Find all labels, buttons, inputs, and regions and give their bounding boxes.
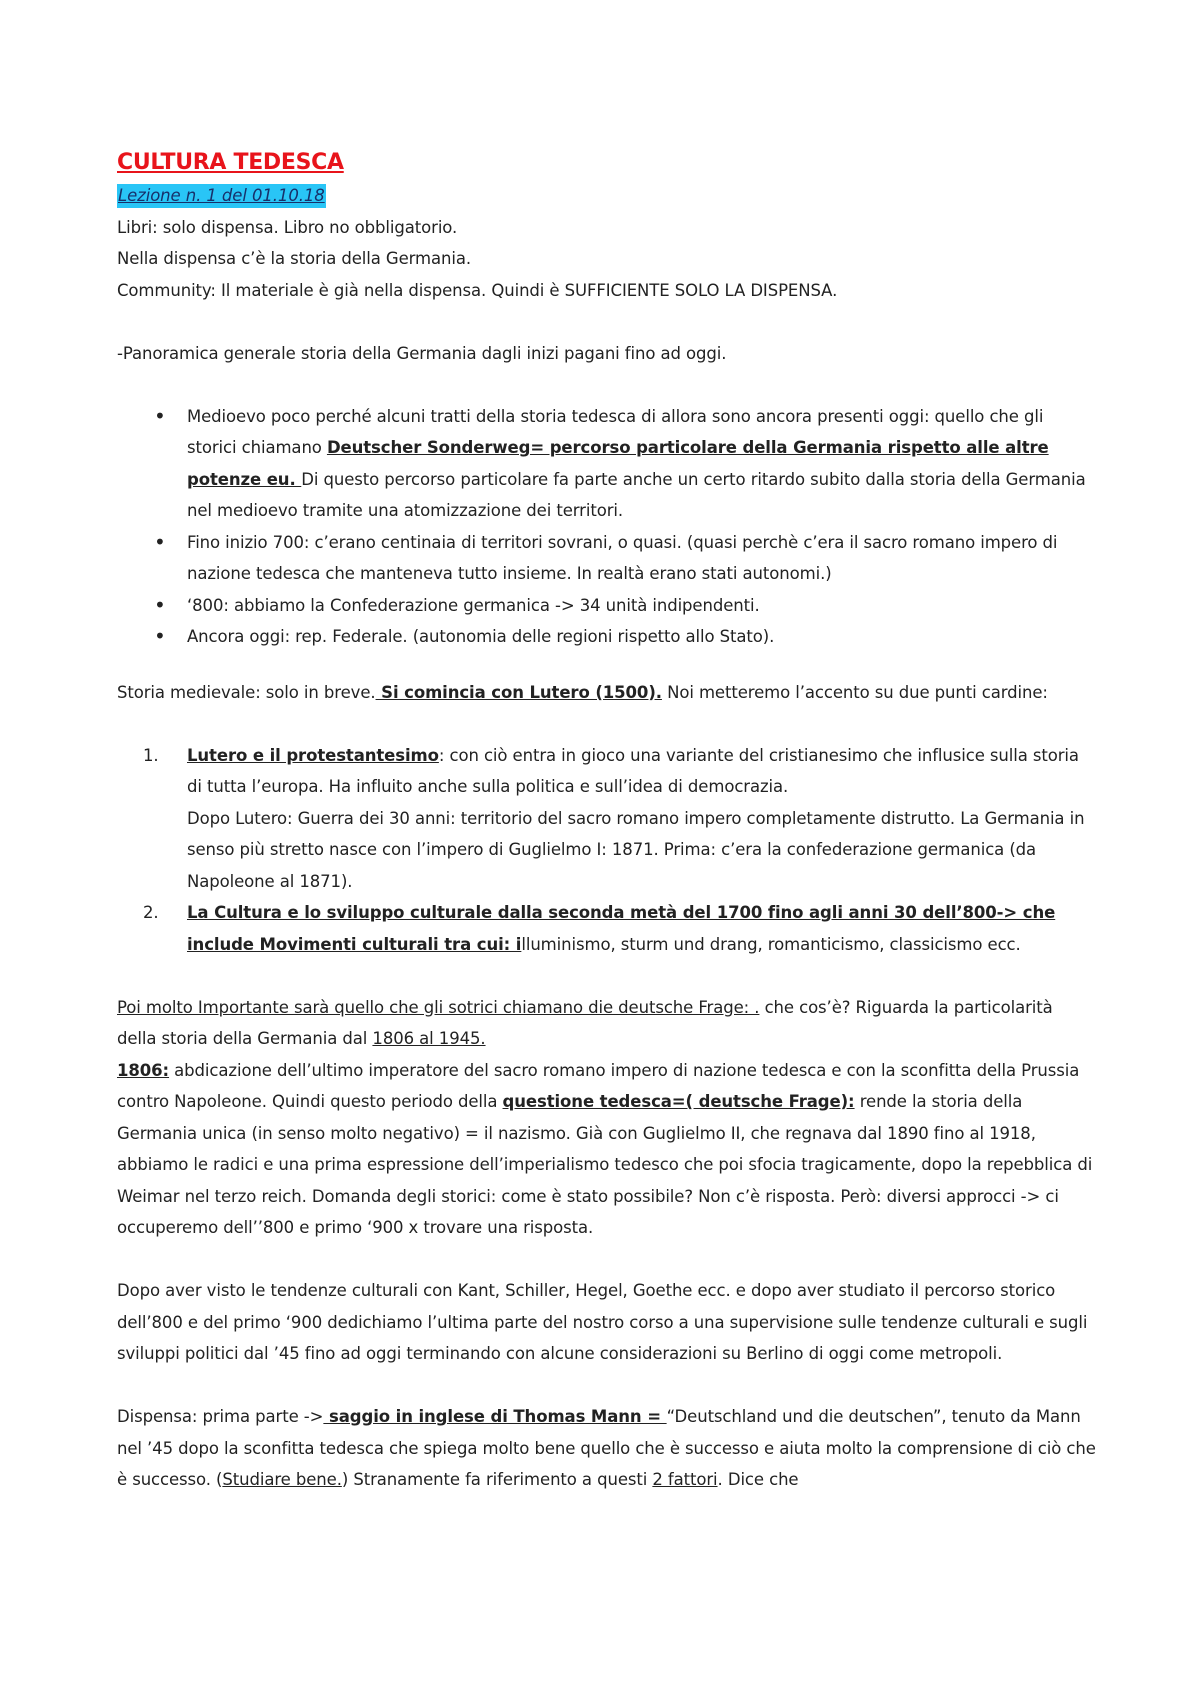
bullet-list — [117, 401, 1097, 653]
trends-paragraph: Dopo aver visto le tendenze culturali con Kant, Schiller, Hegel, Goethe ecc. e dopo aver studiato il percorso storico dell’800 e del primo ‘900 dedichiamo l’ultima parte del nostro corso a una supervisione sulle tendenze culturali e sugli sviluppi politici dal ’45 fino ad oggi terminando con alcune considerazioni su Berlino di oggi come metropoli. — [117, 1281, 1088, 1363]
intro-line-books: Libri: solo dispensa. Libro no obbligatorio. — [117, 217, 458, 237]
lutero-heading: Lutero e il protestantesimo — [187, 745, 439, 765]
bullet-item-medioevo: • Medioevo poco perché alcuni tratti della storia tedesca di allora sono ancora presenti oggi: quello che gli storici chiamano Deutscher Sonderweg= percorso particolare della Germania rispetto alle altre potenze eu. Di questo percorso particolare fa parte anche un certo ritardo subito dalla storia della Germania nel medioevo tramite una atomizzazione dei territori. — [117, 401, 1097, 527]
numbered-item-cultura: 2. La Cultura e lo sviluppo culturale dalla seconda metà del 1700 fino agli anni 30 dell’800-> che include Movimenti culturali tra cui: illuminismo, sturm und drang, romanticismo, classicismo ecc. — [143, 903, 1056, 954]
intro-line-dispensa: Nella dispensa c’è la storia della Germania. — [117, 249, 472, 268]
document-body — [117, 146, 1097, 1496]
deutsche-frage-paragraph: Poi molto Importante sarà quello che gli sotrici chiamano die deutsche Frage: . che cos’è? Riguarda la particolarità della storia della Germania dal 1806 al 1945. 1806: abdicazione dell’ultimo imperatore del sacro romano impero di nazione tedesca e con la sconfitta della Prussia contro Napoleone. Quindi questo periodo della questione tedesca=( deutsche Frage): rende la storia della Germania unica (in senso molto negativo) = il nazismo. Già con Guglielmo II, che regnava dal 1890 fino al 1918, abbiamo le radici e una prima espressione dell’imperialismo tedesco che poi sfocia tragicamente, dopo la repebblica di Weimar nel terzo reich. Domanda degli storici: come è stato possibile? Non c’è risposta. Però: diversi approcci -> ci occuperemo dell’’800 e primo ‘900 x trovare una risposta. — [117, 997, 1093, 1237]
bullet-item-oggi: • Ancora oggi: rep. Federale. (autonomia delle regioni rispetto allo Stato). — [117, 621, 1097, 653]
numbered-item-lutero: 1. Lutero e il protestantesimo: con ciò entra in gioco una variante del cristianesimo che influsice sulla storia di tutta l’europa. Ha influito anche sulla politica e sull’idea di democrazia. Dopo Lutero: Guerra dei 30 anni: territorio del sacro romano impero completamente distrutto. La Germania in senso più stretto nasce con l’impero di Guglielmo I: 1871. Prima: c’era la confederazione germanica (da Napoleone al 1871). — [143, 745, 1085, 891]
cultura-heading: La Cultura e lo sviluppo culturale dalla seconda metà del 1700 fino agli anni 30 dell’800-> che include Movimenti culturali tra cui: i — [187, 903, 1056, 954]
overview-line: -Panoramica generale storia della Germania dagli inizi pagani fino ad oggi. — [117, 343, 727, 363]
bullet-item-700: • Fino inizio 700: c’erano centinaia di territori sovrani, o quasi. (quasi perchè c’era il sacro romano impero di nazione tedesca che manteneva tutto insieme. In realtà erano stati autonomi.) — [117, 527, 1097, 590]
numbered-list — [117, 740, 1097, 961]
lutero-start: Si comincia con Lutero (1500). — [375, 682, 662, 702]
intro-line-community: Community: Il materiale è già nella dispensa. Quindi è SUFFICIENTE SOLO LA DISPENSA. — [117, 280, 838, 300]
medieval-paragraph: Storia medievale: solo in breve. Si comincia con Lutero (1500). Noi metteremo l’accento su due punti cardine: — [117, 682, 1048, 702]
lesson-heading: Lezione n. 1 del 01.10.18 — [117, 184, 326, 208]
dispensa-paragraph: Dispensa: prima parte -> saggio in inglese di Thomas Mann = “Deutschland und die deutschen”, tenuto da Mann nel ’45 dopo la sconfitta tedesca che spiega molto bene quello che è successo e aiuta molto la comprensione di ciò che è successo. (Studiare bene.) Stranamente fa riferimento a questi 2 fattori. Dice che — [117, 1407, 1096, 1489]
bullet-item-800: • ‘800: abbiamo la Confederazione germanica -> 34 unità indipendenti. — [117, 590, 1097, 622]
sonderweg-definition: Deutscher Sonderweg= percorso particolare della Germania rispetto alle altre potenze eu. — [187, 438, 1049, 489]
document-title: CULTURA TEDESCA — [117, 150, 344, 175]
